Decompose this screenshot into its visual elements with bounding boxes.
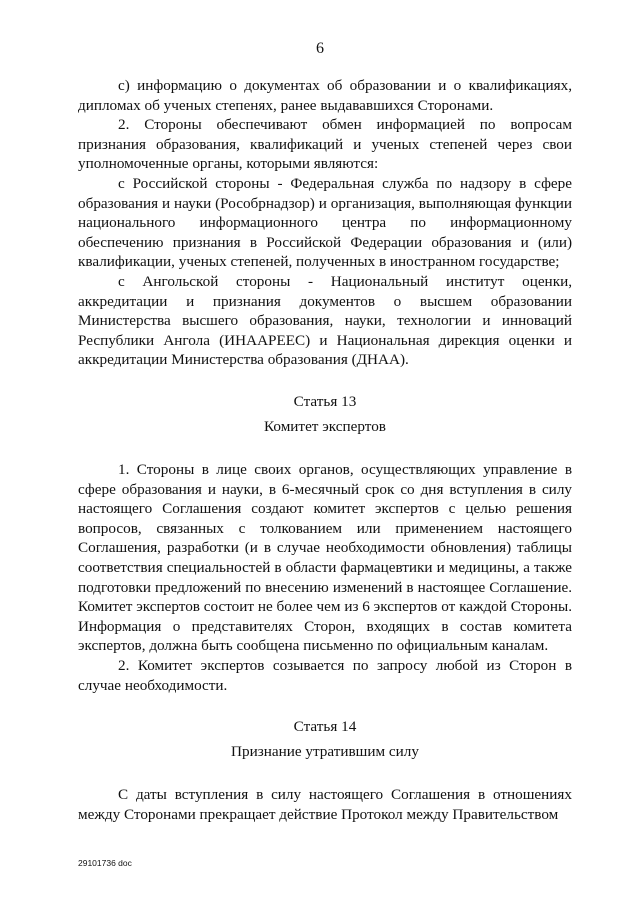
paragraph-4: с Ангольской стороны - Национальный институт оценки, аккредитации и признания документов о высшем образовании Министерства высшего образования, науки, технологии и инноваций Республики Ангола (ИНААРЕЕС) и Национальная дирекция оценки и аккредитации Министерства образования (ДНАА). <box>78 272 572 369</box>
article-14-paragraph-1: С даты вступления в силу настоящего Соглашения в отношениях между Сторонами прекращает действие Протокол между Правительством <box>78 786 572 823</box>
article-13-paragraph-1: 1. Стороны в лице своих органов, осуществляющих управление в сфере образования и науки, в 6-месячный срок со дня вступления в силу настоящего Соглашения создают комитет экспертов с целью решения вопросов, связанных с толкованием или применением настоящего Соглашения, разработки (и в случае необходимости обновления) таблицы соответствия специальностей в области фармацевтики и медицины, а также подготовки предложений по внесению изменений в настоящее Соглашение. Комитет экспертов состоит не более чем из 6 экспертов от каждой Стороны. Информация о представителях Сторон, входящих в состав комитета экспертов, должна быть сообщена письменно по официальным каналам. <box>78 461 572 655</box>
article-13-title: Комитет экспертов <box>264 417 386 435</box>
article-14-number: Статья 14 <box>293 718 357 736</box>
article-13-number: Статья 13 <box>293 392 357 410</box>
article-13-paragraph-2: 2. Комитет экспертов созывается по запросу любой из Сторон в случае необходимости. <box>78 657 572 694</box>
document-body <box>78 76 572 825</box>
page-number: 6 <box>316 40 324 57</box>
paragraph-2: 2. Стороны обеспечивают обмен информацией по вопросам признания образования, квалификаций и ученых степеней через свои уполномоченные органы, которыми являются: <box>78 116 572 173</box>
footer-document-code: 29101736 doc <box>78 858 132 868</box>
paragraph-3: с Российской стороны - Федеральная служба по надзору в сфере образования и науки (Рособрнадзор) и организация, выполняющая функции национального информационного центра по информационному обеспечению признания в Российской Федерации образования и (или) квалификации, ученых степеней, полученных в иностранном государстве; <box>78 174 572 271</box>
article-14-title: Признание утратившим силу <box>231 742 419 760</box>
paragraph-1: с) информацию о документах об образовании и о квалификациях, дипломах об ученых степенях, ранее выдававшихся Сторонами. <box>78 77 572 114</box>
